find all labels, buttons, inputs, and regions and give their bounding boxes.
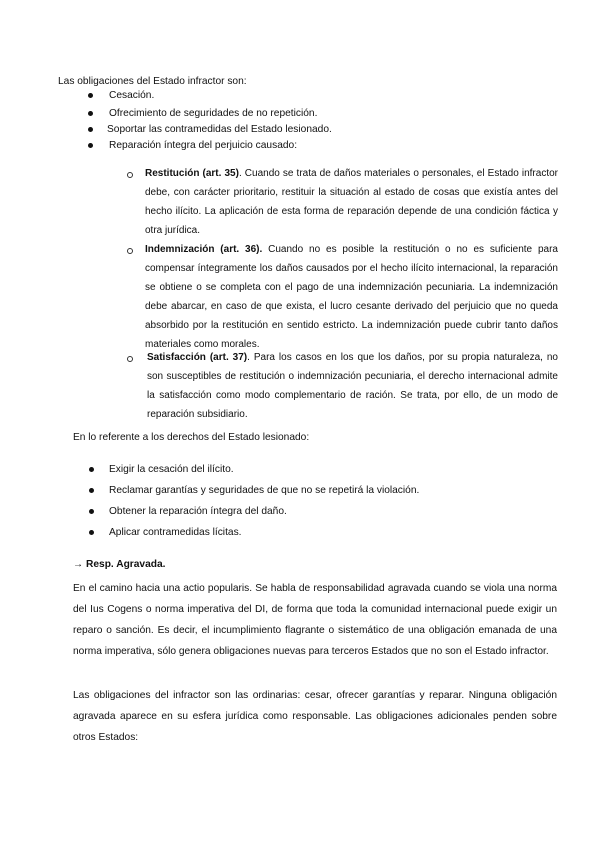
- bullet-icon: [88, 143, 93, 148]
- rights-intro: En lo referente a los derechos del Estado lesionado:: [73, 432, 310, 443]
- reparation-satisfaccion: [147, 348, 558, 424]
- bullet-icon: [88, 127, 93, 132]
- reparation-text: . Para los casos en los que los daños, por su propia naturaleza, no son susceptibles de restitución o indemnización pecuniaria, el derecho internacional admite la satisfacción como modo complementario de ración. Se trata, por ello, de un modo de reparación subsidiario.: [147, 352, 558, 420]
- reparation-text: Cuando no es posible la restitución o no es suficiente para compensar íntegramente los daños causados por el hecho ilícito internacional, la reparación se obtiene o se completa con el pago de una indemnización pecuniaria. La indemnización debe abarcar, en caso de que exista, el lucro cesante derivado del perjuicio que no queda absorbido por la restitución en sentido estricto. La indemnización puede cubrir tanto daños materiales como morales.: [145, 244, 558, 350]
- paragraph-obligaciones: Las obligaciones del infractor son las ordinarias: cesar, ofrecer garantías y reparar. Ninguna obligación agravada aparece en su esfera jurídica como responsable. Las obligaciones adicionales penden sobre otros Estados:: [73, 690, 557, 743]
- reparation-label: Satisfacción (art. 37): [147, 352, 248, 363]
- bullet-icon: [89, 530, 94, 535]
- obligation-item: Reparación íntegra del perjuicio causado:: [109, 140, 298, 151]
- reparation-label: Indemnización (art. 36).: [145, 244, 263, 255]
- bullet-icon: [89, 467, 94, 472]
- right-item: Obtener la reparación íntegra del daño.: [109, 506, 287, 517]
- bullet-icon: [89, 488, 94, 493]
- circle-bullet-icon: [127, 172, 133, 178]
- reparation-label: Restitución (art. 35): [145, 168, 239, 179]
- reparation-indemnizacion: [145, 240, 558, 354]
- reparation-text: . Cuando se trata de daños materiales o personales, el Estado infractor debe, con carácter prioritario, restituir la situación al estado de cosas que existía antes del hecho ilícito. La aplicación de esta forma de reparación depende de una condición fáctica y otra jurídica.: [145, 168, 558, 236]
- obligation-item: Soportar las contramedidas del Estado lesionado.: [107, 124, 332, 135]
- reparation-restitucion: [145, 164, 558, 240]
- right-item: Reclamar garantías y seguridades de que no se repetirá la violación.: [109, 485, 420, 496]
- section-heading: → Resp. Agravada.: [73, 559, 166, 570]
- circle-bullet-icon: [127, 248, 133, 254]
- bullet-icon: [88, 93, 93, 98]
- right-item: Exigir la cesación del ilícito.: [109, 464, 234, 475]
- circle-bullet-icon: [127, 356, 133, 362]
- bullet-icon: [89, 509, 94, 514]
- bullet-icon: [88, 111, 93, 116]
- paragraph-agravada: En el camino hacia una actio popularis. Se habla de responsabilidad agravada cuando se viola una norma del Ius Cogens o norma imperativa del DI, de forma que toda la comunidad internacional puede exigir un reparo o sanción. Es decir, el incumplimiento flagrante o sistemático de una obligación emanada de una norma imperativa, sólo genera obligaciones nuevas para terceros Estados que no son el Estado infractor.: [73, 583, 557, 657]
- obligations-intro: Las obligaciones del Estado infractor son:: [58, 76, 247, 87]
- obligation-item: Cesación.: [109, 90, 155, 101]
- right-item: Aplicar contramedidas lícitas.: [109, 527, 242, 538]
- obligation-item: Ofrecimiento de seguridades de no repetición.: [109, 108, 318, 119]
